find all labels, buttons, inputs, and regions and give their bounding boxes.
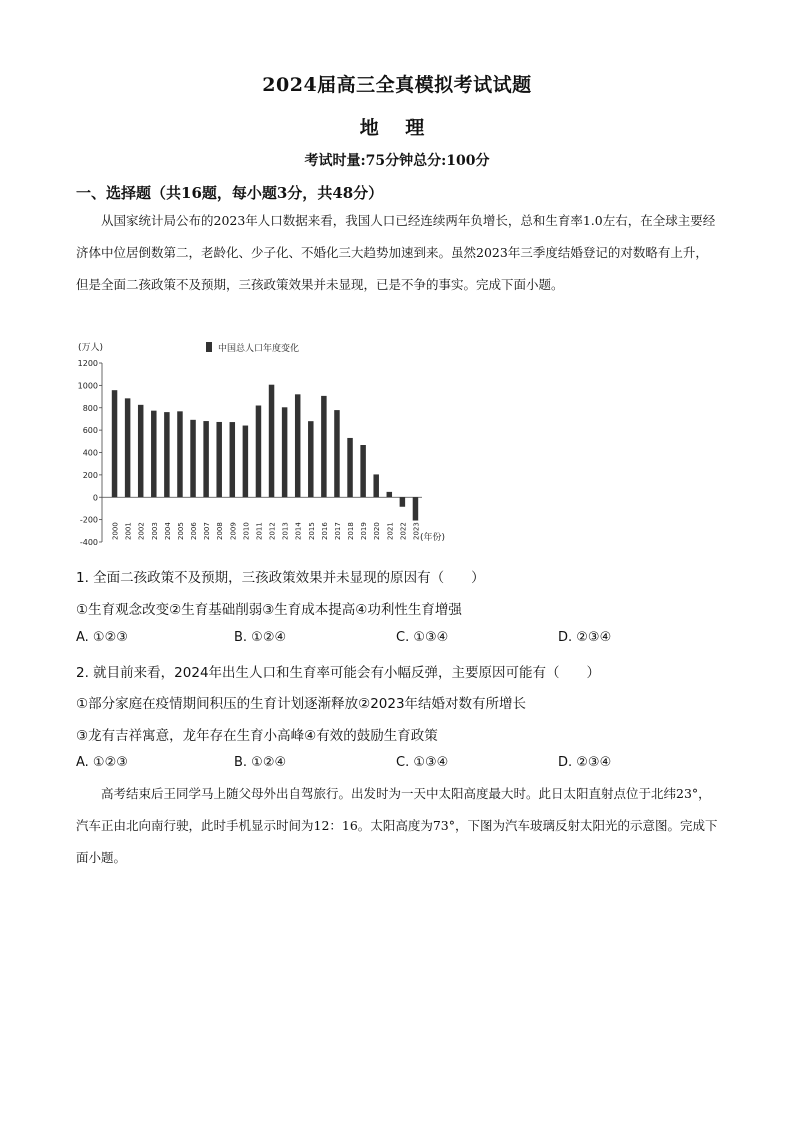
y-tick-label: 800 xyxy=(82,403,98,413)
x-tick-label: 2015 xyxy=(307,522,316,540)
bar-2023 xyxy=(413,497,418,520)
bar-2011 xyxy=(256,406,261,498)
x-tick-label: 2012 xyxy=(268,522,277,540)
bar-2005 xyxy=(177,411,182,497)
y-tick-label: -400 xyxy=(79,538,98,547)
x-tick-label: 2009 xyxy=(229,522,238,540)
passage-population: 从国家统计局公布的2023年人口数据来看，我国人口已经连续两年负增长，总和生育率1.0左右，在全球主要经济体中位居倒数第二，老龄化、少子化、不婚化三大趋势加速到来。虽然2023年三季度结婚登记的对数略有上升，但是全面二孩政策不及预期，三孩政策效果并未显现，已是不争的事实。完成下面小题。 xyxy=(76,213,716,292)
x-tick-label: 2007 xyxy=(203,522,212,540)
passage-road-trip: 高考结束后王同学马上随父母外出自驾旅行。出发时为一天中太阳高度最大时。此日太阳直射点位于北纬23°，汽车正由北向南行驶，此时手机显示时间为12：16。太阳高度为73°，下图为汽车玻璃反射太阳光的示意图。完成下面小题。 xyxy=(76,786,718,865)
bar-2002 xyxy=(138,405,143,497)
question-2-stem: 2. 就目前来看，2024年出生人口和生育率可能会有小幅反弹，主要原因可能有（ ） xyxy=(76,665,601,681)
section-heading: 一、选择题（共16题，每小题3分，共48分） xyxy=(76,184,384,202)
x-tick-label: 2011 xyxy=(255,522,264,540)
x-tick-label: 2010 xyxy=(242,522,251,540)
q2-option-a[interactable]: A. ①②③ xyxy=(76,755,128,770)
bar-2003 xyxy=(151,411,156,498)
x-tick-label: 2005 xyxy=(176,522,185,540)
x-tick-label: 2019 xyxy=(360,522,369,540)
bar-2014 xyxy=(295,394,300,497)
bar-2009 xyxy=(230,422,235,497)
bar-2010 xyxy=(243,426,248,498)
question-2-statements-line2: ③龙有吉祥寓意，龙年存在生育小高峰④有效的鼓励生育政策 xyxy=(76,728,438,744)
q1-option-d[interactable]: D. ②③④ xyxy=(558,630,612,645)
x-tick-label: 2013 xyxy=(281,522,290,540)
x-tick-label: 2021 xyxy=(386,522,395,540)
bar-2001 xyxy=(125,398,130,497)
x-tick-label: 2006 xyxy=(190,522,199,540)
question-2-statements-line1: ①部分家庭在疫情期间积压的生育计划逐渐释放②2023年结婚对数有所增长 xyxy=(76,696,527,712)
x-tick-label: 2018 xyxy=(347,522,356,540)
x-tick-label: 2008 xyxy=(216,522,225,540)
bar-2007 xyxy=(203,421,208,497)
q1-option-c[interactable]: C. ①③④ xyxy=(396,630,449,645)
y-tick-label: 1000 xyxy=(77,381,98,391)
bar-2021 xyxy=(387,492,392,497)
bar-2004 xyxy=(164,412,169,497)
bar-2000 xyxy=(112,390,117,497)
bar-2020 xyxy=(373,474,378,497)
chart-x-unit: (年份) xyxy=(420,533,446,543)
x-tick-label: 2022 xyxy=(399,522,408,540)
y-tick-label: 600 xyxy=(82,426,98,436)
y-tick-label: 1200 xyxy=(77,359,98,368)
q2-option-c[interactable]: C. ①③④ xyxy=(396,755,449,770)
q2-option-b[interactable]: B. ①②④ xyxy=(234,755,287,770)
x-tick-label: 2003 xyxy=(150,522,159,540)
x-tick-label: 2004 xyxy=(163,522,172,540)
x-tick-label: 2014 xyxy=(294,522,303,540)
y-tick-label: 400 xyxy=(82,448,98,458)
exam-info: 考试时量:75分钟总分:100分 xyxy=(304,153,490,169)
question-1-stem: 1. 全面二孩政策不及预期，三孩政策效果并未显现的原因有（ ） xyxy=(76,570,485,586)
bar-2008 xyxy=(216,422,221,497)
bar-2017 xyxy=(334,410,339,497)
bar-2019 xyxy=(360,445,365,497)
exam-title: 2024届高三全真模拟考试试题 xyxy=(262,74,532,96)
bar-2006 xyxy=(190,420,195,497)
legend-swatch xyxy=(206,342,212,352)
q1-option-b[interactable]: B. ①②④ xyxy=(234,630,287,645)
x-tick-label: 2000 xyxy=(111,522,120,540)
q2-option-d[interactable]: D. ②③④ xyxy=(558,755,612,770)
q1-option-a[interactable]: A. ①②③ xyxy=(76,630,128,645)
bar-2018 xyxy=(347,438,352,497)
bar-2022 xyxy=(400,497,405,507)
question-1-statements: ①生育观念改变②生育基础削弱③生育成本提高④功利性生育增强 xyxy=(76,602,462,618)
x-tick-label: 2001 xyxy=(124,522,133,540)
chart-legend-label: 中国总人口年度变化 xyxy=(218,344,300,354)
bar-2013 xyxy=(282,407,287,497)
bar-2012 xyxy=(269,385,274,498)
chart-y-unit: (万人) xyxy=(78,343,104,353)
y-tick-label: 0 xyxy=(92,493,98,503)
x-tick-label: 2017 xyxy=(333,522,342,540)
subject-title: 地 理 xyxy=(359,117,435,139)
x-tick-label: 2023 xyxy=(412,522,421,540)
y-tick-label: 200 xyxy=(82,470,98,480)
x-tick-label: 2002 xyxy=(137,522,146,540)
bar-2016 xyxy=(321,396,326,497)
population-change-chart xyxy=(70,336,460,551)
y-tick-label: -200 xyxy=(79,515,98,525)
x-tick-label: 2016 xyxy=(320,522,329,540)
bar-2015 xyxy=(308,421,313,497)
x-tick-label: 2020 xyxy=(373,522,382,540)
